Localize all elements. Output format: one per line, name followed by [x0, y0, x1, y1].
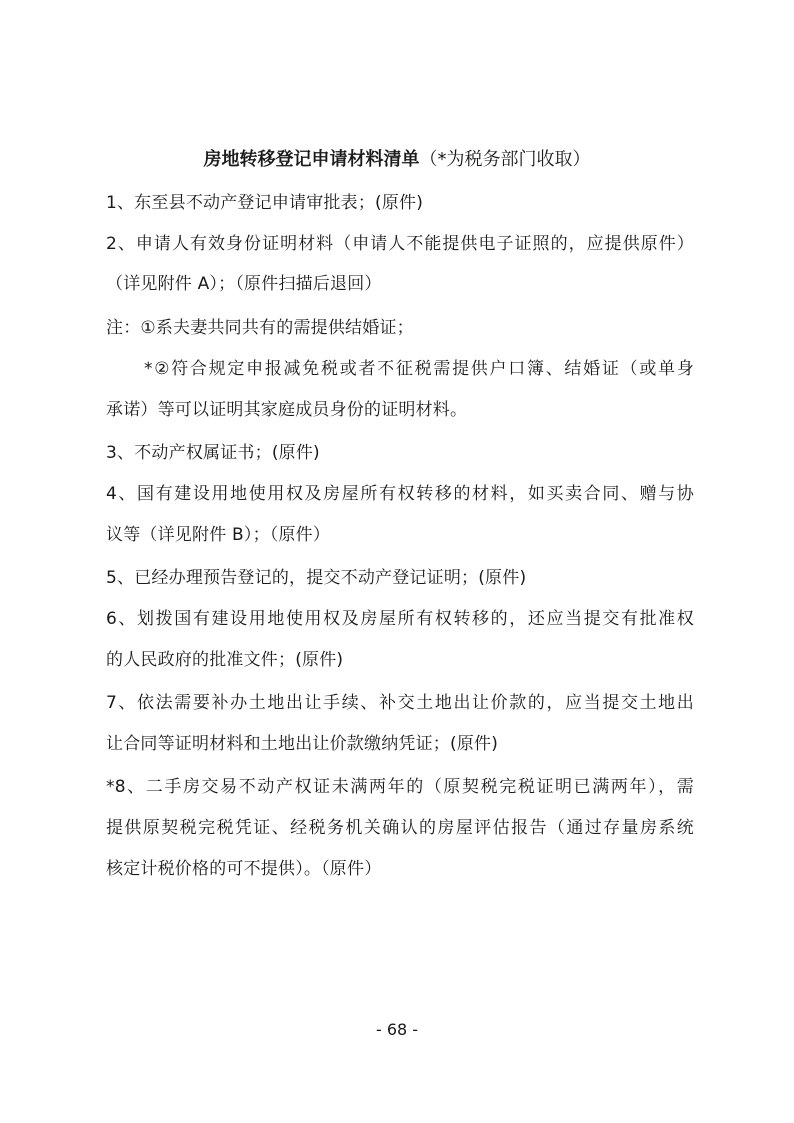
- page-number: - 68 -: [375, 1020, 419, 1039]
- item-6-line-2: 的人民政府的批准文件；(原件): [106, 650, 344, 670]
- page-title: [0, 146, 794, 174]
- title-main: 房地转移登记申请材料清单: [203, 149, 420, 170]
- item-1-line: 1、东至县不动产登记申请审批表；(原件): [106, 193, 424, 213]
- item-7-line-2: 让合同等证明材料和土地出让价款缴纳凭证；(原件): [106, 734, 499, 754]
- item-7-line-1: 7、依法需要补办土地出让手续、补交土地出让价款的，应当提交土地出: [106, 693, 694, 713]
- note-line-3: 承诺）等可以证明其家庭成员身份的证明材料。: [106, 400, 468, 420]
- item-4-line-2: 议等（详见附件 B）；（原件）: [106, 525, 331, 545]
- item-6-line-1: 6、划拨国有建设用地使用权及房屋所有权转移的，还应当提交有批准权: [106, 609, 694, 629]
- item-2-line-1: 2、申请人有效身份证明材料（申请人不能提供电子证照的，应提供原件）: [106, 234, 694, 254]
- note-line-2: *②符合规定申报减免税或者不征税需提供户口簿、结婚证（或单身: [144, 359, 694, 379]
- item-8-line-1: *8、二手房交易不动产权证未满两年的（原契税完税证明已满两年），需: [106, 777, 694, 797]
- item-8-line-3: 核定计税价格的可不提供）。（原件）: [106, 859, 382, 879]
- item-2-line-2: （详见附件 A）；（原件扫描后退回）: [106, 274, 382, 294]
- item-8-line-2: 提供原契税完税凭证、经税务机关确认的房屋评估报告（通过存量房系统: [106, 818, 694, 838]
- item-4-line-1: 4、国有建设用地使用权及房屋所有权转移的材料，如买卖合同、赠与协: [106, 484, 694, 504]
- title-note: （*为税务部门收取）: [419, 149, 591, 170]
- item-5-line: 5、已经办理预告登记的，提交不动产登记证明；(原件): [106, 568, 527, 588]
- item-3-line: 3、不动产权属证书；(原件): [106, 443, 320, 463]
- note-line-1: 注：①系夫妻共同共有的需提供结婚证；: [106, 318, 414, 338]
